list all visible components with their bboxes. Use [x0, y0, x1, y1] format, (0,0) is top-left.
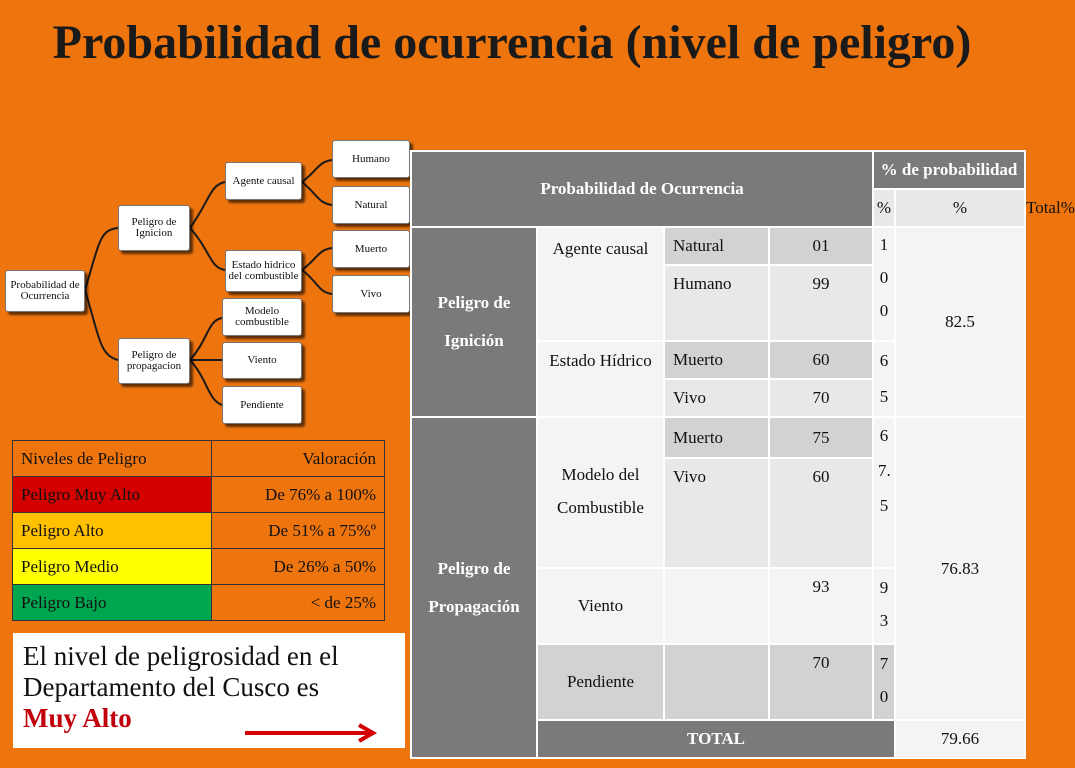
level-name-alto: Peligro Alto [13, 513, 212, 549]
level-value-medio: De 26% a 50% [212, 549, 385, 585]
level-value-muy-alto: De 76% a 100% [212, 477, 385, 513]
cell-muerto-1-value: 60 [769, 341, 873, 379]
header-pct-2: % [895, 189, 1025, 227]
danger-levels-table [12, 440, 385, 621]
cell-vivo-2-value: 60 [769, 458, 873, 568]
cell-muerto-2: Muerto [664, 417, 769, 458]
tree-node-ignicion: Peligro de Ignicion [118, 205, 190, 251]
header-pct-1: % [873, 189, 895, 227]
cell-pendiente-empty [664, 644, 769, 720]
tree-node-humano: Humano [332, 140, 410, 178]
header-pct-probabilidad: % de probabilidad [873, 151, 1025, 189]
levels-header-value: Valoración [212, 441, 385, 477]
cell-vivo-1: Vivo [664, 379, 769, 417]
row-peligro-propagacion: Peligro de Propagación [411, 417, 537, 758]
cell-viento-value: 93 [769, 568, 873, 644]
cell-ignicion-total: 82.5 [895, 227, 1025, 417]
conclusion-highlight: Muy Alto [23, 703, 132, 733]
cell-modelo-combustible: Modelo del Combustible [537, 417, 664, 568]
row-total-label: TOTAL [537, 720, 895, 758]
cell-natural: Natural [664, 227, 769, 265]
level-name-muy-alto: Peligro Muy Alto [13, 477, 212, 513]
tree-node-agente-causal: Agente causal [225, 162, 302, 200]
tree-node-propagacion: Peligro de propagacion [118, 338, 190, 384]
cell-modelo-subtotal: 67.5 [873, 417, 895, 568]
tree-node-root: Probabilidad de Ocurrencia [5, 270, 85, 312]
level-name-medio: Peligro Medio [13, 549, 212, 585]
tree-node-muerto: Muerto [332, 230, 410, 268]
tree-node-viento: Viento [222, 342, 302, 379]
tree-node-modelo: Modelo combustible [222, 298, 302, 336]
cell-agente-causal: Agente causal [537, 227, 664, 341]
tree-node-pendiente: Pendiente [222, 386, 302, 424]
conclusion-note [13, 633, 405, 748]
cell-propagacion-total: 76.83 [895, 417, 1025, 720]
cell-estado-subtotal: 65 [873, 341, 895, 417]
tree-node-estado-hidrico: Estado hidrico del combustible [225, 250, 302, 292]
hazard-tree-diagram [0, 0, 420, 430]
probability-table: Probabilidad de Ocurrencia % de probabilidad % % Total% Peligro de Ignición Agente causal Natural 01 100 82.5 Humano 99 Estado Hídrico Muerto 60 65 Vivo 70 Peligro de Propagación Modelo del Combustible Muerto 75 67.5 76.83 Vivo 60 Viento 93 93 Pendiente 70 70 TOTAL 79.66 [410, 150, 1026, 759]
conclusion-text: El nivel de peligrosidad en el Departamento del Cusco es [23, 641, 339, 702]
level-name-bajo: Peligro Bajo [13, 585, 212, 621]
cell-viento-subtotal: 93 [873, 568, 895, 644]
header-probabilidad-ocurrencia: Probabilidad de Ocurrencia [411, 151, 873, 227]
cell-estado-hidrico: Estado Hídrico [537, 341, 664, 417]
levels-header-name: Niveles de Peligro [13, 441, 212, 477]
tree-node-vivo: Vivo [332, 275, 410, 313]
level-value-bajo: < de 25% [212, 585, 385, 621]
level-value-alto: De 51% a 75%º [212, 513, 385, 549]
cell-muerto-1: Muerto [664, 341, 769, 379]
cell-total-value: 79.66 [895, 720, 1025, 758]
tree-node-natural: Natural [332, 186, 410, 224]
cell-natural-value: 01 [769, 227, 873, 265]
cell-pendiente-value: 70 [769, 644, 873, 720]
arrow-right-icon [245, 723, 385, 743]
cell-viento-empty [664, 568, 769, 644]
cell-humano-value: 99 [769, 265, 873, 341]
cell-muerto-2-value: 75 [769, 417, 873, 458]
cell-pendiente-subtotal: 70 [873, 644, 895, 720]
cell-agente-subtotal: 100 [873, 227, 895, 341]
row-peligro-ignicion: Peligro de Ignición [411, 227, 537, 417]
cell-pendiente: Pendiente [537, 644, 664, 720]
cell-vivo-1-value: 70 [769, 379, 873, 417]
cell-humano: Humano [664, 265, 769, 341]
cell-vivo-2: Vivo [664, 458, 769, 568]
page-title: Probabilidad de ocurrencia (nivel de peligro) [52, 16, 972, 69]
cell-viento: Viento [537, 568, 664, 644]
